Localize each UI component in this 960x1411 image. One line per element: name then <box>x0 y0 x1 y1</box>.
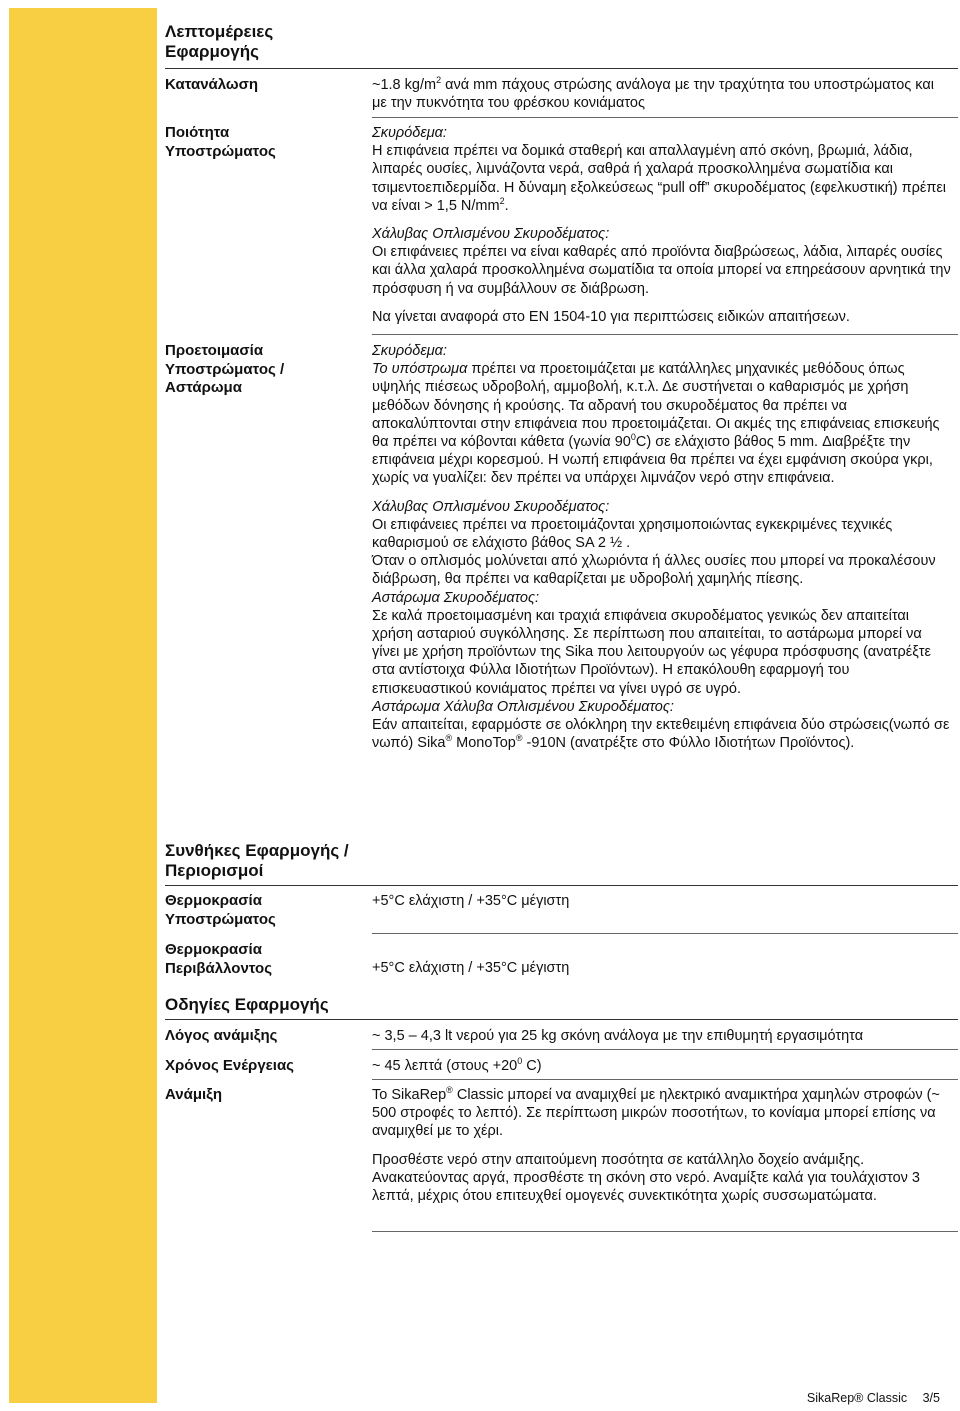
value-consumption: ~1.8 $kg/m^2$ ανά mm πάχους στρώσης ανάλογα με την τραχύτητα του υποστρώματος και με την πυκνότητα του φρέσκου κονιάματος <box>372 75 934 112</box>
steel-paragraph-1: Οι επιφάνειες πρέπει να προετοιμάζονται χρησιμοποιώντας εγκεκριμένες τεχνικές καθαρισμού σε ελάχιστο βάθος SA 2 ½ . <box>372 516 893 552</box>
steel-paragraph: Οι επιφάνειες πρέπει να είναι καθαρές από προϊόντα διαβρώσεως, λάδια, λιπαρές ουσίες και άλλα χαλαρά προσκολλημένα σωματίδια τα οποία μπορεί να επηρεάσουν αρνητικά την πρόσφυση ή να συμβάλλουν σε διάβρωση. <box>372 244 951 297</box>
page-footer <box>807 1391 940 1405</box>
primer-concrete-subheading: Αστάρωμα Σκυροδέματος: <box>372 589 540 606</box>
footer-product-name: SikaRep® Classic <box>806 1391 908 1405</box>
row-divider <box>372 117 958 118</box>
label-substrate-temperature: Θερμοκρασία Υποστρώματος <box>165 892 276 928</box>
section-rule <box>165 68 958 69</box>
footer-page-number: 3/5 <box>922 1391 940 1405</box>
section-rule <box>165 1019 958 1020</box>
value-mixing <box>372 1086 952 1205</box>
steel-paragraph-2: Όταν ο οπλισμός μολύνεται από χλωριόντα ή άλλες ουσίες που μπορεί να προκαλέσουν διάβρωση, θα πρέπει να καθαρίζεται με υδροβολή χαμηλής πίεσης. <box>372 553 936 588</box>
label-mixing: Ανάμιξη <box>165 1086 223 1103</box>
concrete-paragraph: Η επιφάνεια πρέπει να δομικά σταθερή και απαλλαγμένη από σκόνη, βρωμιά, λάδια, λιπαρές ουσίες, λιμνάζοντα νερά, σαθρά ή χαλαρά προσκολλημένα σωματίδια και τσιμεντοεπιδερμίδα. Η δύναμη εξολκεύσεως “pull off” σκυροδέματος (εφελκυστική) πρέπει να είναι > 1,5 $N/mm^2$. <box>372 143 947 214</box>
concrete-subheading: Σκυρόδεμα: <box>372 125 447 141</box>
concrete-subheading: Σκυρόδεμα: <box>372 343 447 359</box>
label-substrate-quality: Ποιότητα Υποστρώματος <box>165 124 276 160</box>
primer-steel-subheading: Αστάρωμα Χάλυβα Οπλισμένου Σκυροδέματος: <box>372 698 674 715</box>
row-divider <box>372 1231 958 1232</box>
label-consumption: Κατανάλωση <box>165 76 259 93</box>
section-heading-application-details: Λεπτομέρειες Εφαρμογής <box>165 22 274 61</box>
row-divider <box>372 1079 958 1080</box>
label-mixing-ratio: Λόγος ανάμιξης <box>165 1027 278 1044</box>
label-pot-life: Χρόνος Ενέργειας <box>165 1057 294 1074</box>
primer-concrete-paragraph: Σε καλά προετοιμασμένη και τραχιά επιφάνεια σκυροδέματος γενικώς δεν απαιτείται χρήση ασταριού συγκόλλησης. Σε περίπτωση που απαιτείται, το αστάρωμα μπορεί να γίνει με χρήση προϊόντων της Sika που λειτουργούν ως γέφυρα πρόσφυσης (ανατρέξτε στα αντίστοιχα Φύλλα Ιδιοτήτων Προϊόντων). Η επακόλουθη εφαρμογή του επισκευαστικού κονιάματος πρέπει να γίνει υγρό σε υγρό. <box>372 607 931 697</box>
value-preparation <box>372 342 952 752</box>
primer-steel-paragraph: Εάν απαιτείται, εφαρμόστε σε ολόκληρη την εκτεθειμένη επιφάνεια δύο στρώσεις(νωπό σε νωπό) Sika® MonoTop® -910N (ανατρέξτε στο Φύλλο Ιδιοτήτων Προϊόντος). <box>372 717 950 752</box>
reference-paragraph: Να γίνεται αναφορά στο EN 1504-10 για περιπτώσεις ειδικών απαιτήσεων. <box>372 308 850 325</box>
mixing-paragraph-2: Προσθέστε νερό στην απαιτούμενη ποσότητα σε κατάλληλο δοχείο ανάμιξης. Ανακατεύοντας αργά, προσθέστε τη σκόνη στο νερό. Αναμίξτε καλά για τουλάχιστον 3 λεπτά, μέχρις ότου επιτευχθεί ομογενές συνεκτικότητα χωρίς συσσωματώματα. <box>372 1151 920 1205</box>
mixing-paragraph-1: Το SikaRep® Classic μπορεί να αναμιχθεί με ηλεκτρικό αναμικτήρα χαμηλών στροφών (~ 500 στροφές το λεπτό). Σε περίπτωση μικρών ποσοτήτων, το κονίαμα μπορεί επίσης να αναμιχθεί με το χέρι. <box>372 1085 940 1140</box>
value-substrate-quality <box>372 124 952 326</box>
value-substrate-temperature: +5°C ελάχιστη / +35°C μέγιστη <box>372 893 570 909</box>
row-divider <box>372 1049 958 1050</box>
label-preparation: Προετοιμασία Υποστρώματος / Αστάρωμα <box>165 342 285 396</box>
value-pot-life: ~ 45 λεπτά ($\sigma\tau o\upsilon\varsigma +20^0$ C) <box>372 1056 542 1074</box>
section-rule <box>165 885 958 886</box>
concrete-paragraph: Το υπόστρωμα πρέπει να προετοιμάζεται με κατάλληλες μηχανικές μεθόδους όπως υψηλής πιέσεως υδροβολή, αμμοβολή, κ.τ.λ. Δε συστήνεται ο καθαρισμός με χρήση μεθόδων δόνησης ή κρούσης. Τα αδρανή του σκυροδέματος θα πρέπει να αποκαλύπτονται στην επιφάνεια που προετοιμάζεται. Οι ακμές της επιφάνειας επισκευής θα πρέπει να κόβονται κάθετα (γωνία $90^0C$) σε ελάχιστο βάθος 5 mm. Διαβρέξτε την επιφάνεια μέχρι κορεσμού. Η νωπή επιφάνεια θα πρέπει να έχει εμφάνιση σκούρα γκρι, χωρίς να γυαλίζει: δεν πρέπει να υπάρχει λιμνάζον νερό στην επιφάνεια. <box>372 361 940 487</box>
value-mixing-ratio: ~ 3,5 – 4,3 lt νερού για 25 kg σκόνη ανάλογα με την επιθυμητή εργασιμότητα <box>372 1028 864 1044</box>
section-heading-conditions: Συνθήκες Εφαρμογής / Περιορισμοί <box>165 841 349 880</box>
label-ambient-temperature: Θερμοκρασία Περιβάλλοντος <box>165 941 273 977</box>
steel-subheading: Χάλυβας Οπλισμένου Σκυροδέματος: <box>372 498 610 515</box>
steel-subheading: Χάλυβας Οπλισμένου Σκυροδέματος: <box>372 226 610 243</box>
row-divider <box>372 933 958 934</box>
section-heading-instructions: Οδηγίες Εφαρμογής <box>165 995 329 1014</box>
sidebar-color-band <box>9 8 157 1403</box>
row-divider <box>372 334 958 335</box>
value-ambient-temperature: +5°C ελάχιστη / +35°C μέγιστη <box>372 960 570 976</box>
